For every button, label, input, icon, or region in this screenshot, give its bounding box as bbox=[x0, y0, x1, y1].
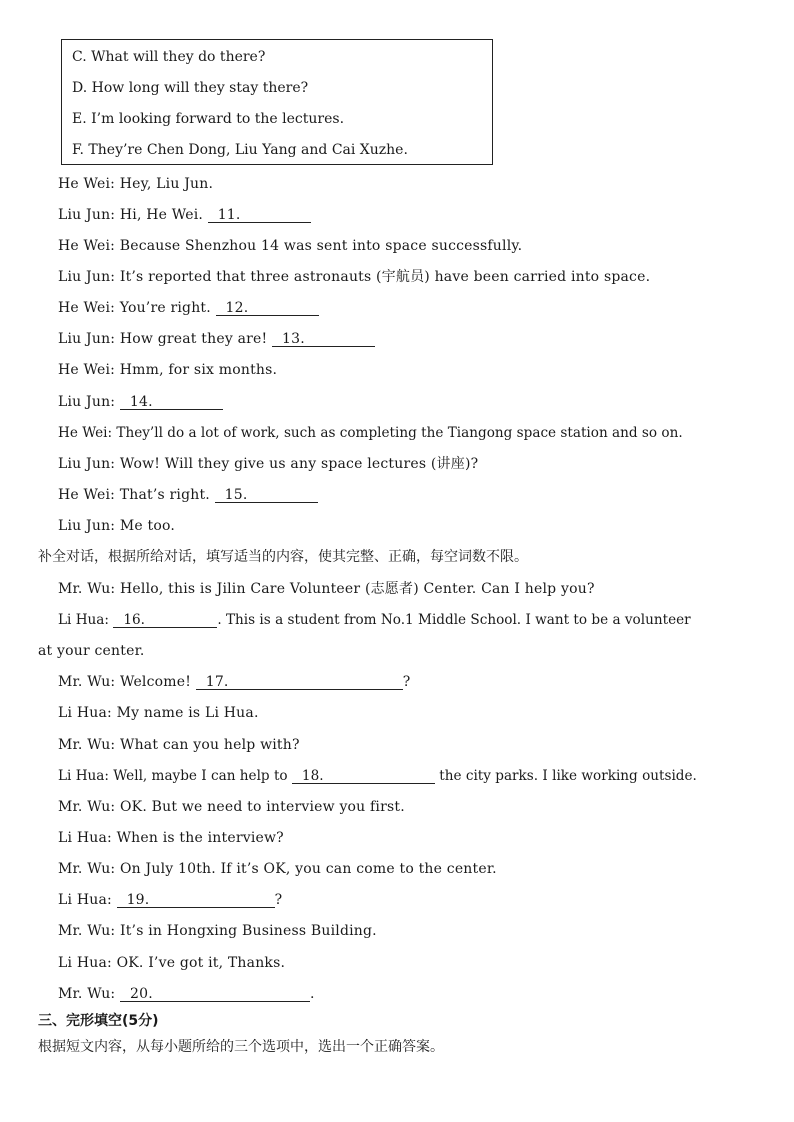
dialogue-line: He Wei: Because Shenzhou 14 was sent into space successfully. bbox=[58, 238, 523, 254]
options-box bbox=[61, 39, 493, 165]
dialogue-line: He Wei: They’ll do a lot of work, such as completing the Tiangong space station and so on. bbox=[58, 425, 683, 441]
dialogue-line: at your center. bbox=[38, 643, 145, 659]
answer-blank-15[interactable]: 15. bbox=[215, 486, 318, 503]
answer-blank-19[interactable]: 19. bbox=[117, 891, 275, 908]
dialogue-line: Liu Jun: Wow! Will they give us any space lectures (讲座)? bbox=[58, 456, 479, 472]
dialogue-line: Liu Jun: 14. bbox=[58, 393, 223, 411]
dialogue-line: Liu Jun: Hi, He Wei. 11. bbox=[58, 206, 311, 224]
answer-blank-13[interactable]: 13. bbox=[272, 330, 375, 347]
dialogue-line: Liu Jun: It’s reported that three astronauts (宇航员) have been carried into space. bbox=[58, 269, 651, 285]
dialogue-line: Mr. Wu: 20. . bbox=[58, 986, 315, 1002]
option-d: D. How long will they stay there? bbox=[72, 80, 309, 96]
answer-blank-20[interactable]: 20. bbox=[120, 985, 310, 1002]
dialogue-line: Li Hua: 16. . This is a student from No.1 Middle School. I want to be a volunteer bbox=[58, 612, 691, 628]
section-heading: 三、完形填空(5分) bbox=[38, 1013, 159, 1029]
answer-blank-11[interactable]: 11. bbox=[208, 206, 311, 223]
section-instruction: 根据短文内容，从每小题所给的三个选项中，选出一个正确答案。 bbox=[38, 1039, 444, 1055]
dialogue-line: Mr. Wu: On July 10th. If it’s OK, you can come to the center. bbox=[58, 861, 497, 877]
dialogue-line: Li Hua: 19. ? bbox=[58, 892, 283, 908]
dialogue-line: He Wei: You’re right. 12. bbox=[58, 299, 319, 317]
dialogue-line: He Wei: Hey, Liu Jun. bbox=[58, 176, 214, 192]
answer-blank-16[interactable]: 16. bbox=[113, 611, 217, 628]
dialogue-line: He Wei: Hmm, for six months. bbox=[58, 362, 278, 378]
instruction-text: 补全对话，根据所给对话，填写适当的内容，使其完整、正确，每空词数不限。 bbox=[38, 549, 528, 565]
dialogue-line: Li Hua: When is the interview? bbox=[58, 830, 284, 846]
dialogue-line: Mr. Wu: What can you help with? bbox=[58, 737, 300, 753]
dialogue-line: Li Hua: My name is Li Hua. bbox=[58, 705, 259, 721]
dialogue-line: Li Hua: OK. I’ve got it, Thanks. bbox=[58, 955, 286, 971]
dialogue-line: Mr. Wu: It’s in Hongxing Business Building. bbox=[58, 923, 377, 939]
dialogue-line: Li Hua: Well, maybe I can help to 18. the city parks. I like working outside. bbox=[58, 768, 697, 784]
answer-blank-17[interactable]: 17. bbox=[196, 673, 403, 690]
dialogue-line: Mr. Wu: Welcome! 17. ? bbox=[58, 674, 411, 690]
answer-blank-12[interactable]: 12. bbox=[216, 299, 319, 316]
option-e: E. I’m looking forward to the lectures. bbox=[72, 111, 345, 127]
dialogue-line: Liu Jun: How great they are! 13. bbox=[58, 330, 375, 348]
dialogue-line: Mr. Wu: OK. But we need to interview you first. bbox=[58, 799, 405, 815]
dialogue-line: Liu Jun: Me too. bbox=[58, 518, 176, 534]
answer-blank-14[interactable]: 14. bbox=[120, 393, 223, 410]
answer-blank-18[interactable]: 18. bbox=[292, 767, 435, 784]
dialogue-line: Mr. Wu: Hello, this is Jilin Care Volunteer (志愿者) Center. Can I help you? bbox=[58, 581, 595, 597]
dialogue-line: He Wei: That’s right. 15. bbox=[58, 486, 318, 504]
option-c: C. What will they do there? bbox=[72, 49, 266, 65]
option-f: F. They’re Chen Dong, Liu Yang and Cai Xuzhe. bbox=[72, 142, 408, 158]
